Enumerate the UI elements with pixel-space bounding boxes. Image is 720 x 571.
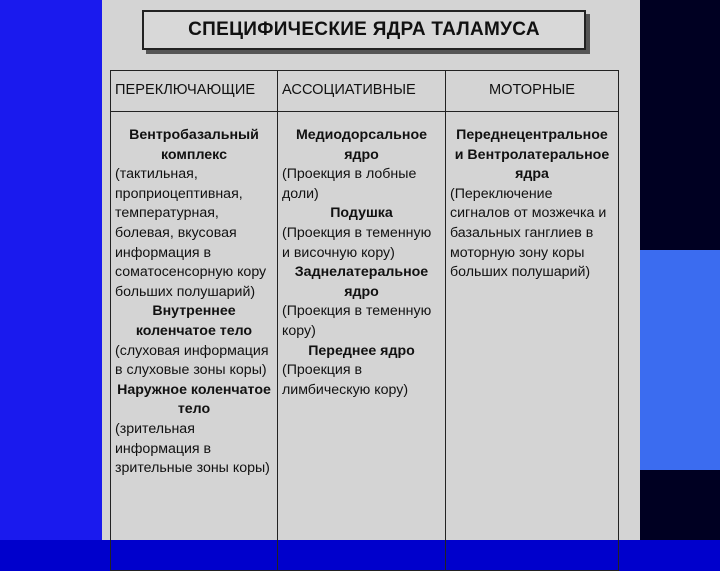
nucleus-description: (зрительная информация в зрительные зоны коры): [115, 420, 270, 477]
nucleus-name: Подушка: [330, 205, 393, 222]
nucleus-name: Переднецентральное и Вентролатеральное ядра: [454, 127, 610, 183]
table-header-row: [111, 71, 619, 112]
nucleus-name: Медиодорсальное ядро: [295, 127, 428, 163]
nucleus-name: Вентробазальный комплекс: [129, 127, 259, 163]
column-header-associative: АССОЦИАТИВНЫЕ: [278, 71, 446, 112]
motor-cell: [446, 112, 619, 571]
page-title: СПЕЦИФИЧЕСКИЕ ЯДРА ТАЛАМУСА: [142, 10, 586, 50]
nucleus-description: (Проекция в лобные доли): [282, 166, 417, 202]
nucleus-name: Заднелатеральное ядро: [294, 264, 429, 300]
nucleus-description: (Проекция в теменную и височную кору): [282, 224, 432, 261]
nucleus-description: (тактильная, проприоцептивная, температурная, болевая, вкусовая информация в соматосенсорную кору больших полушарий): [115, 166, 267, 300]
associative-cell: [278, 112, 446, 571]
nucleus-name: Внутреннее коленчатое тело: [135, 303, 253, 339]
nucleus-description: (слуховая информация в слуховые зоны коры): [115, 342, 269, 379]
column-header-motor: МОТОРНЫЕ: [446, 71, 619, 112]
left-accent-stripe: [0, 0, 110, 540]
table-row: [111, 112, 619, 571]
switching-cell: [111, 112, 278, 571]
nucleus-description: (Проекция в теменную кору): [282, 303, 432, 339]
nucleus-description: (Переключение сигналов от мозжечка и базальных ганглиев в моторную зону коры больших полушарий): [450, 185, 607, 281]
nucleus-description: (Проекция в лимбическую кору): [282, 362, 409, 398]
nucleus-name: Переднее ядро: [308, 342, 415, 359]
right-accent-block: [640, 250, 720, 470]
nucleus-name: Наружное коленчатое тело: [117, 381, 271, 418]
thalamus-nuclei-table: [110, 70, 619, 571]
column-header-switching: ПЕРЕКЛЮЧАЮЩИЕ: [111, 71, 278, 112]
